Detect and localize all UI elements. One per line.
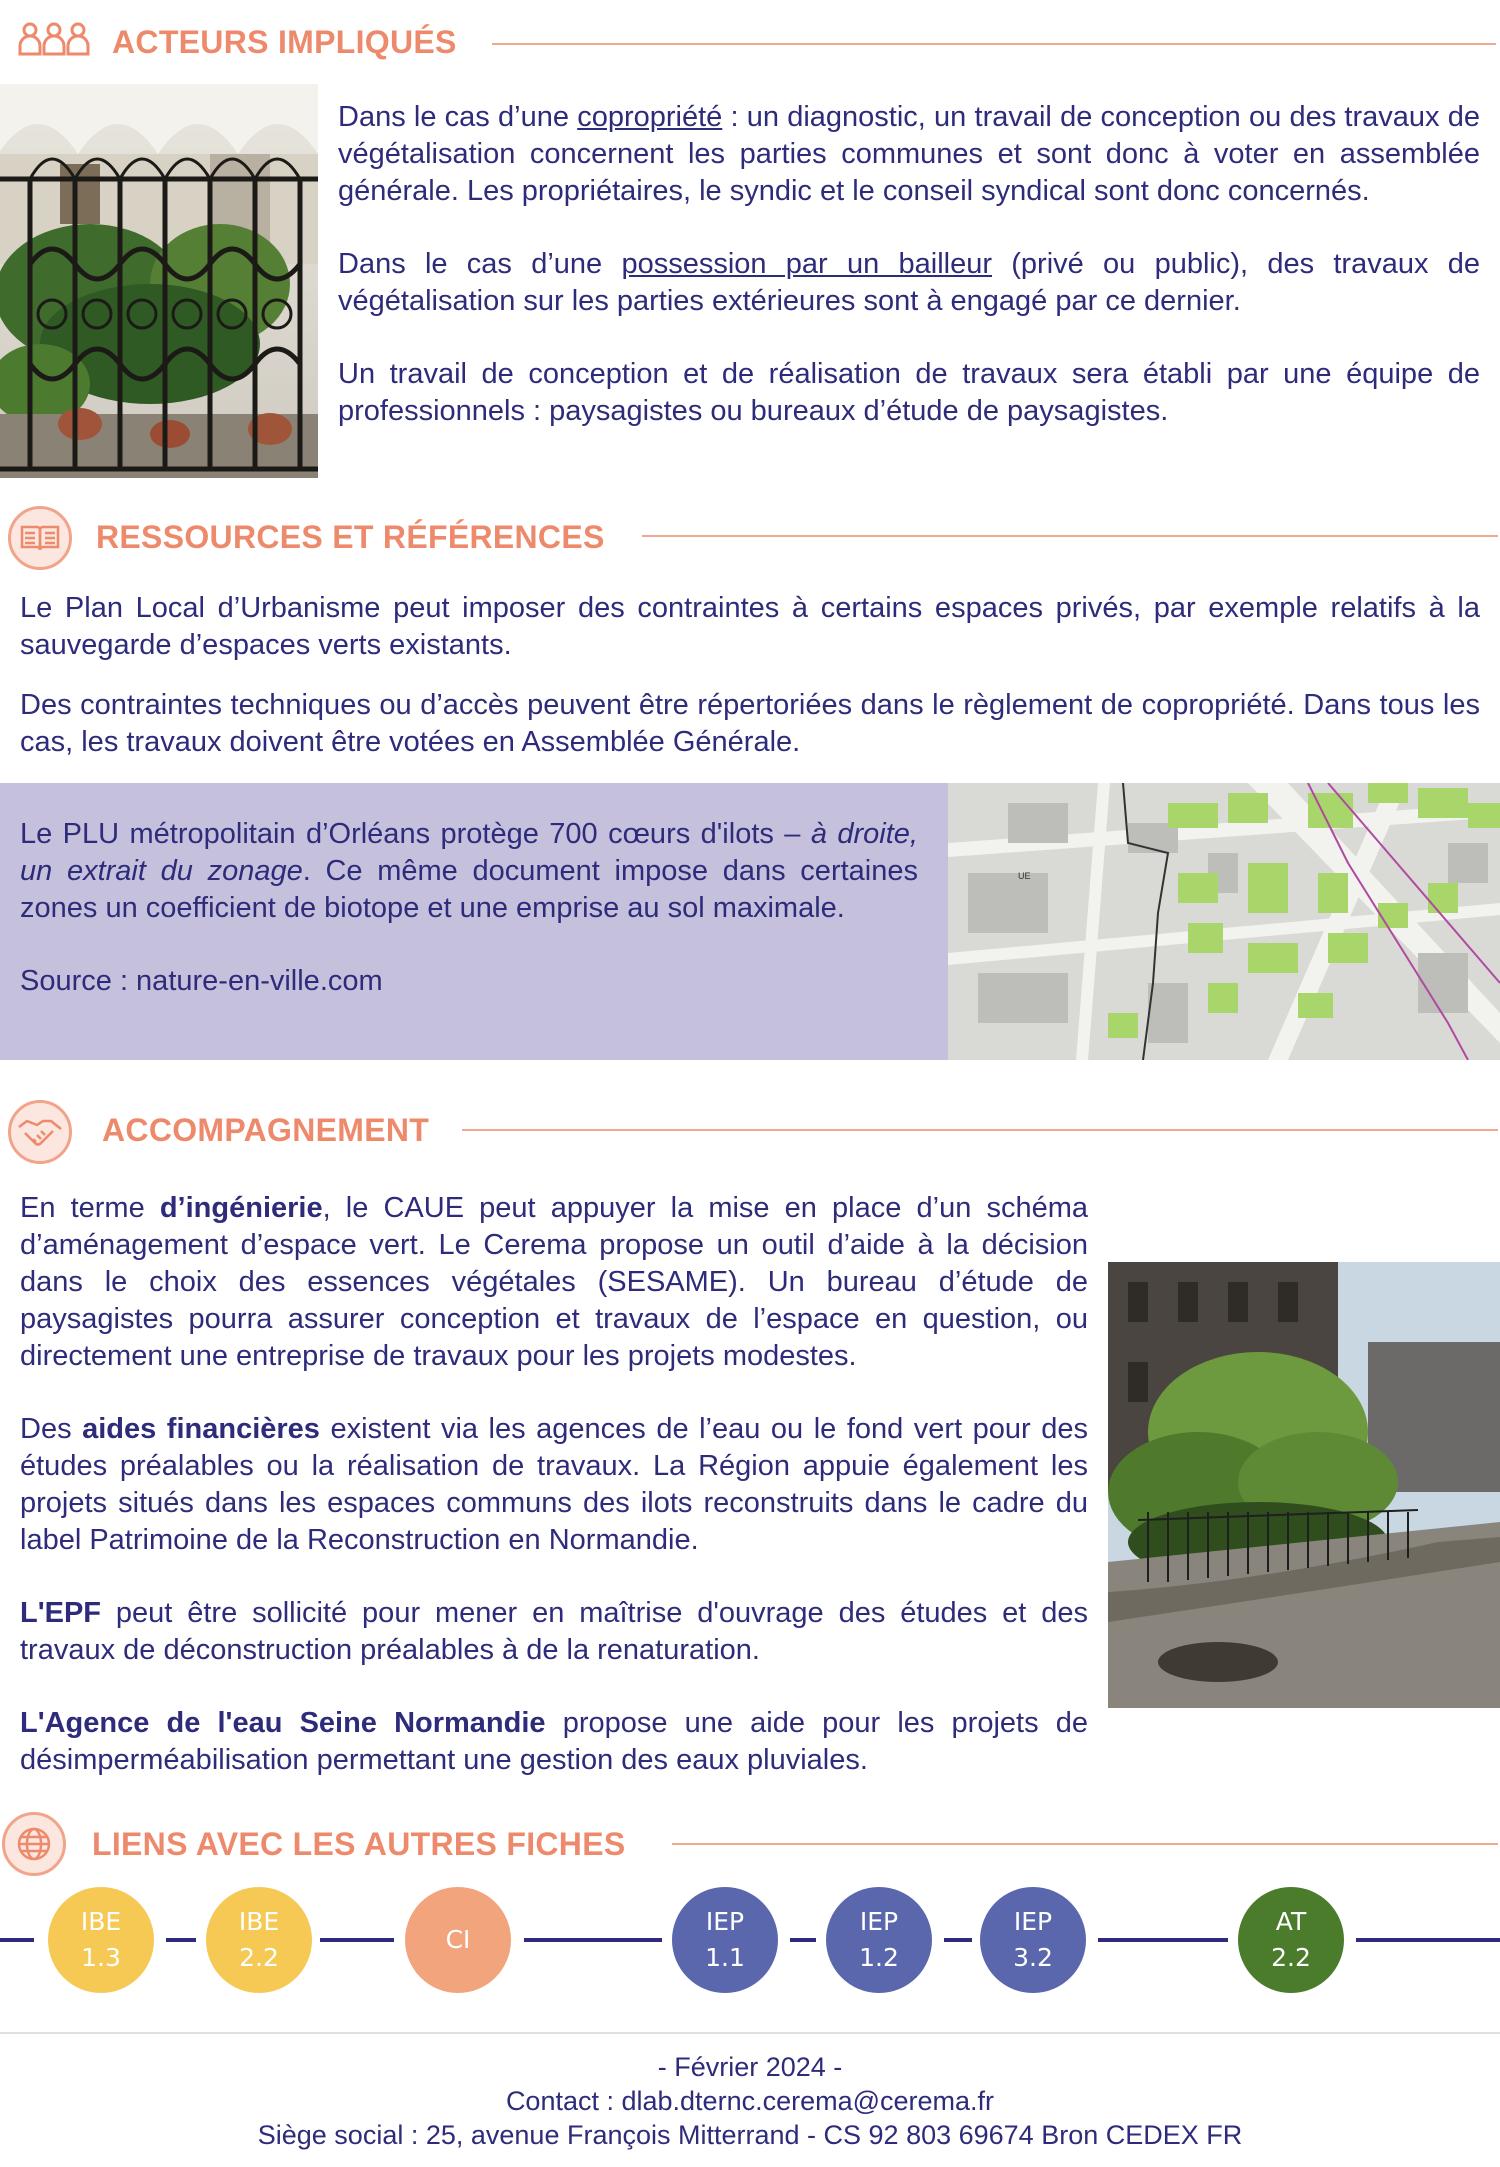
section-title: LIENS AVEC LES AUTRES FICHES: [92, 1826, 626, 1862]
link-connector: [524, 1938, 662, 1942]
paragraph-epf: [20, 1595, 1088, 1669]
footer-divider: [0, 2032, 1500, 2034]
text: peut être sollicité pour mener en maîtrise d'ouvrage des études et des travaux de déconstruction préalables à de la renaturation.: [20, 1597, 1088, 1666]
sheet-code: IEP: [1013, 1907, 1053, 1936]
text: : un diagnostic, un travail de conception ou des travaux de végétalisation concernent les parties communes et sont donc à voter en assemblée générale. Les propriétaires, le syndic et le conseil syndical sont donc concernés.: [338, 101, 1480, 207]
section-divider: [462, 1129, 1498, 1131]
footer-date: - Février 2024 -: [657, 2052, 843, 2082]
sheet-code: IEP: [705, 1907, 745, 1936]
section-divider: [642, 535, 1498, 537]
text: (privé ou public), des travaux de végétalisation sur les parties extérieures sont à engagé par ce dernier.: [338, 248, 1480, 317]
footer-siege: Siège social : 25, avenue François Mitterrand - CS 92 803 69674 Bron CEDEX FR: [257, 2120, 1243, 2150]
italic-text: à droite, un extrait du zonage: [20, 818, 918, 887]
people-icon: [18, 20, 90, 60]
sheet-link-bubble[interactable]: [672, 1887, 778, 1993]
accompagnement-text: [20, 1190, 1088, 1779]
sheet-link-bubble[interactable]: [405, 1887, 511, 1993]
sheet-link-bubble[interactable]: [206, 1887, 312, 1993]
sheet-code: AT: [1275, 1907, 1307, 1936]
section-divider: [492, 43, 1496, 45]
paragraph-copropriete-reglement: Des contraintes techniques ou d’accès peuvent être répertoriées dans le règlement de copropriété. Dans tous les cas, les travaux doivent être votées en Assemblée Générale.: [20, 689, 1480, 758]
link-connector: [320, 1938, 394, 1942]
sheet-link-bubble[interactable]: [980, 1887, 1086, 1993]
sheet-code: IBE: [80, 1907, 122, 1936]
sheet-code: IBE: [238, 1907, 280, 1936]
plu-example-text: [20, 816, 918, 1000]
map-zone-label: UE: [1018, 871, 1031, 881]
underlined-term: possession par un bailleur: [621, 248, 992, 280]
sheet-number: 3.2: [1013, 1943, 1053, 1972]
bold-text: aides financières: [82, 1413, 320, 1445]
sheet-code: CI: [445, 1925, 471, 1954]
paragraph-professionnels: Un travail de conception et de réalisation de travaux sera établi par une équipe de professionnels : paysagistes ou bureaux d’étude de paysagistes.: [338, 358, 1480, 427]
paragraph-aides: [20, 1411, 1088, 1559]
garden-photo: [1108, 1262, 1500, 1708]
source-text: Source : nature-en-ville.com: [20, 965, 383, 997]
bold-text: d’ingénierie: [159, 1192, 323, 1224]
link-connector: [166, 1938, 196, 1942]
sheet-number: 1.3: [81, 1943, 121, 1972]
sheet-number: 2.2: [239, 1943, 279, 1972]
bold-text: L'EPF: [20, 1597, 102, 1629]
text: . Ce même document impose dans certaines zones un coefficient de biotope et une emprise au sol maximale.: [20, 855, 918, 924]
paragraph-agence-eau: [20, 1705, 1088, 1779]
paragraph-bailleur: [338, 246, 1480, 320]
courtyard-gate-photo: [0, 84, 318, 478]
paragraph-copropriete: [338, 99, 1480, 210]
section-divider: [672, 1843, 1498, 1845]
text: Dans le cas d’une: [338, 101, 578, 133]
sheet-number: 1.2: [859, 1943, 899, 1972]
plu-example-paragraph: [20, 816, 918, 927]
link-connector: [1098, 1938, 1228, 1942]
link-connector: [1356, 1938, 1500, 1942]
text: Des: [20, 1413, 83, 1445]
text: propose une aide pour les projets de désimperméabilisation permettant une gestion des eaux pluviales.: [20, 1707, 1088, 1776]
section-title: RESSOURCES ET RÉFÉRENCES: [96, 519, 605, 555]
section-title: ACCOMPAGNEMENT: [102, 1112, 430, 1148]
link-connector: [790, 1938, 816, 1942]
link-connector: [0, 1938, 34, 1942]
paragraph-plu: Le Plan Local d’Urbanisme peut imposer des contraintes à certains espaces privés, par exemple relatifs à la sauvegarde d’espaces verts existants.: [20, 592, 1480, 661]
sheet-link-bubble[interactable]: [1238, 1887, 1344, 1993]
sheet-number: 1.1: [705, 1943, 745, 1972]
handshake-icon: [8, 1100, 72, 1164]
ressources-text: [20, 590, 1480, 761]
underlined-term: copropriété: [577, 101, 723, 133]
text: existent via les agences de l’eau ou le fond vert pour des études préalables ou la réalisation de travaux. La Région appuie également les projets situés dans les espaces communs des ilots reconstruits dans le cadre du label Patrimoine de la Reconstruction en Normandie.: [20, 1413, 1088, 1556]
sheet-number: 2.2: [1271, 1943, 1311, 1972]
footer-contact: Contact : dlab.dternc.cerema@cerema.fr: [505, 2086, 995, 2116]
paragraph-ingenierie: [20, 1190, 1088, 1375]
book-icon: [8, 506, 72, 570]
text: Le PLU métropolitain d’Orléans protège 700 cœurs d'ilots –: [20, 818, 811, 850]
globe-icon: [2, 1812, 66, 1876]
bold-text: L'Agence de l'eau Seine Normandie: [20, 1707, 546, 1739]
sheet-link-bubble[interactable]: [48, 1887, 154, 1993]
acteurs-text: [338, 99, 1480, 430]
section-title: ACTEURS IMPLIQUÉS: [112, 24, 457, 60]
sheet-link-bubble[interactable]: [826, 1887, 932, 1993]
zoning-map-image: [948, 783, 1500, 1060]
sheet-code: IEP: [859, 1907, 899, 1936]
text: Dans le cas d’une: [338, 248, 622, 280]
text: , le CAUE peut appuyer la mise en place d’un schéma d’aménagement d’espace vert. Le Cerema propose un outil d’aide à la décision dans le choix des essences végétales (SESAME). Un bureau d’étude de paysagistes pourra assurer conception et travaux de l’espace en question, ou directement une entreprise de travaux pour les projets modestes.: [20, 1192, 1088, 1372]
link-connector: [944, 1938, 972, 1942]
text: En terme: [20, 1192, 160, 1224]
